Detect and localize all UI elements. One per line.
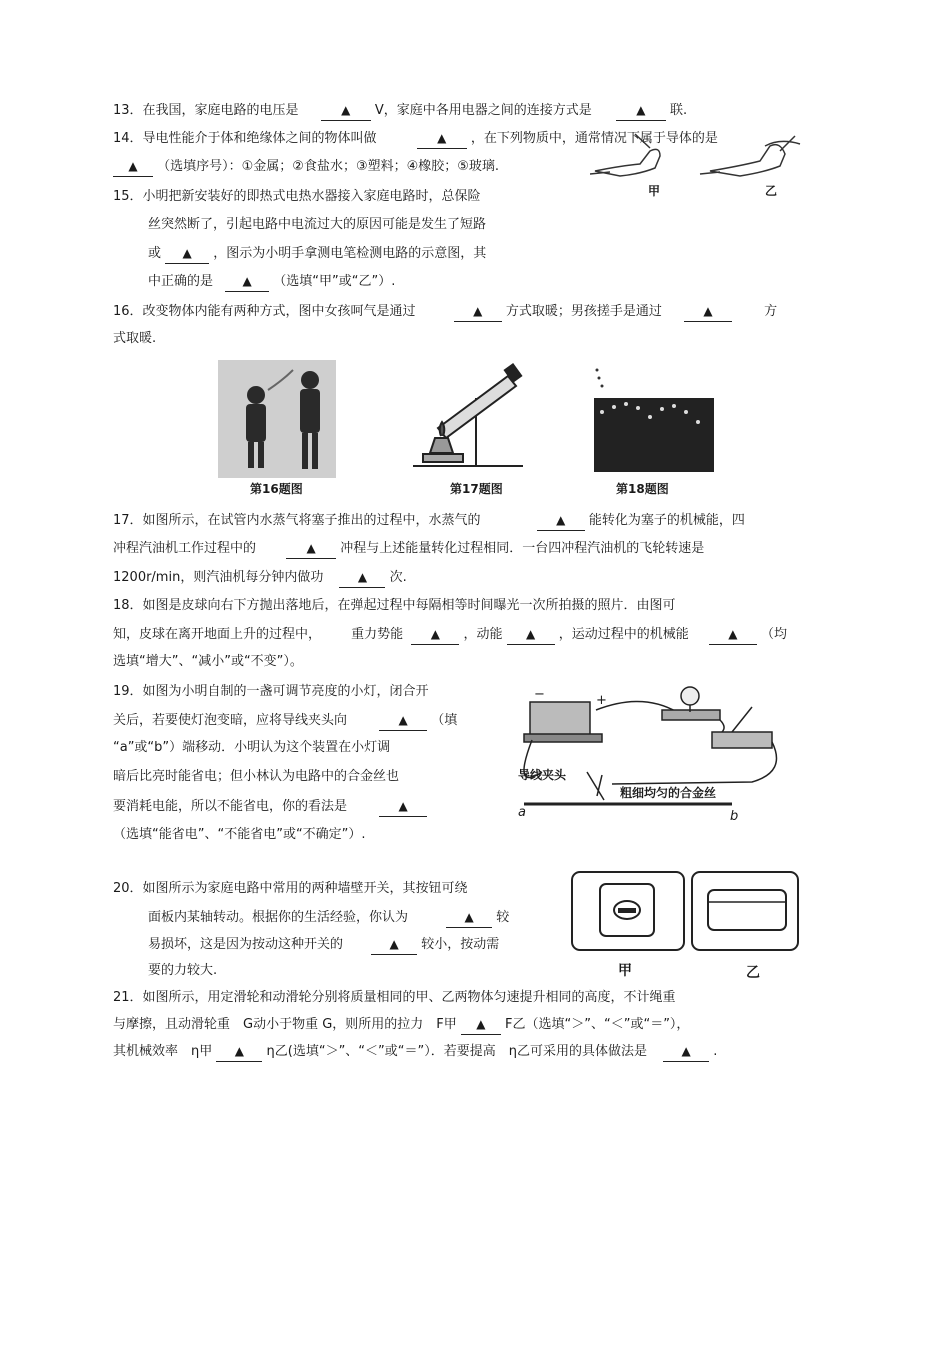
q18-text-d: ，动能 (463, 627, 503, 642)
q18-text-f: （均 (761, 627, 788, 642)
answer-blank[interactable]: ▲ (684, 302, 732, 322)
figure-17-test-tube (408, 358, 528, 472)
q17-text-f: 次. (389, 570, 407, 585)
q18-text-c: 重力势能 (351, 627, 404, 642)
q21-text-e: . (713, 1044, 718, 1059)
q16-text-a: 16．改变物体内能有两种方式，图中女孩呵气是通过 (113, 304, 416, 319)
battery-minus-label: − (534, 687, 545, 702)
q17-text-a: 17．如图所示，在试管内水蒸气将塞子推出的过程中，水蒸气的 (113, 513, 481, 528)
answer-blank[interactable]: ▲ (454, 302, 502, 322)
q20-line-1: 20．如图所示为家庭电路中常用的两种墙壁开关，其按钮可绕 (113, 881, 468, 896)
q20-text-c: 易损坏，这是因为按动这种开关的 (148, 937, 344, 952)
q13-text-b: V，家庭中各用电器之间的连接方式是 (374, 103, 592, 118)
q20-text-d: 较小，按动需 (421, 937, 500, 952)
q15-line-4 (148, 272, 395, 292)
q20-line-4: 要的力较大. (148, 963, 218, 978)
q19-line-6: （选填“能省电”、“不能省电”或“不确定”）. (113, 827, 366, 842)
q15-text-a: 或 (148, 246, 162, 261)
answer-blank[interactable]: ▲ (411, 625, 459, 645)
q15-text-d: （选填“甲”或“乙”）. (273, 274, 396, 289)
q16-line-1 (113, 302, 777, 322)
q17-text-d: 冲程与上述能量转化过程相同．一台四冲程汽油机的飞轮转速是 (340, 541, 705, 556)
switch-label-jia: 甲 (618, 963, 632, 979)
q21-text-d: η乙(选填“＞”、“＜”或“＝”）．若要提高 η乙可采用的具体做法是 (266, 1044, 647, 1059)
answer-blank[interactable]: ▲ (165, 244, 209, 264)
answer-blank[interactable]: ▲ (537, 511, 585, 531)
q19-text-a: 关后，若要使灯泡变暗，应将导线夹头向 (113, 713, 348, 728)
end-a-label: a (518, 805, 526, 820)
q16-text-b: 方式取暖；男孩搓手是通过 (505, 304, 662, 319)
q16-text-c: 方 (764, 304, 778, 319)
switch-label-yi: 乙 (746, 965, 760, 981)
clip-label: 导线夹头 (518, 768, 567, 782)
figure-16-kids (218, 360, 336, 478)
q18-line-1: 18．如图是皮球向右下方抛出落地后，在弹起过程中每隔相等时间曝光一次所拍摄的照片．由图可 (113, 598, 676, 613)
answer-blank[interactable]: ▲ (225, 272, 269, 292)
q14-text-a: 14．导电性能介于体和绝缘体之间的物体叫做 (113, 131, 377, 146)
q15-text-c: 中正确的是 (148, 274, 214, 289)
answer-blank[interactable]: ▲ (379, 711, 427, 731)
q15-line-2: 丝突然断了，引起电路中电流过大的原因可能是发生了短路 (148, 217, 487, 232)
q20-line-3 (148, 935, 499, 955)
answer-blank[interactable]: ▲ (339, 568, 385, 588)
answer-blank[interactable]: ▲ (507, 625, 555, 645)
end-b-label: b (730, 809, 739, 824)
q13-line (113, 101, 687, 121)
q15-text-b: ，图示为小明手拿测电笔检测电路的示意图，其 (213, 246, 487, 261)
q14-text-c: （选填序号）：①金属；②食盐水；③塑料；④橡胶；⑤玻璃. (157, 159, 500, 174)
q17-text-c: 冲程汽油机工作过程中的 (113, 541, 257, 556)
q20-text-a: 面板内某轴转动。根据你的生活经验，你认为 (148, 910, 409, 925)
figure-16-caption: 第16题图 (250, 482, 303, 496)
q20-text-b: 较 (496, 910, 510, 925)
answer-blank[interactable]: ▲ (286, 539, 336, 559)
q21-text-c: 其机械效率 η甲 (113, 1044, 213, 1059)
figure-18-caption: 第18题图 (616, 482, 669, 496)
q19-line-2 (113, 711, 457, 731)
figure-label-yi: 乙 (765, 184, 778, 198)
q19-line-4: 暗后比亮时能省电；但小林认为电路中的合金丝也 (113, 769, 400, 784)
answer-blank[interactable]: ▲ (417, 129, 467, 149)
q19-text-c: 要消耗电能，所以不能省电，你的看法是 (113, 799, 348, 814)
figure-18-bouncing-ball (592, 362, 714, 472)
q17-line-3 (113, 568, 407, 588)
q21-text-b: F乙（选填“＞”、“＜”或“＝”）， (505, 1017, 690, 1032)
q21-text-a: 与摩擦，且动滑轮重 G动小于物重 G，则所用的拉力 F甲 (113, 1017, 457, 1032)
q21-line-1: 21．如图所示，用定滑轮和动滑轮分别将质量相同的甲、乙两物体匀速提升相同的高度，不计绳重 (113, 990, 676, 1005)
q18-line-3: 选填“增大”、“减小”或“不变”）。 (113, 654, 303, 669)
q18-line-2 (113, 625, 787, 645)
answer-blank[interactable]: ▲ (113, 157, 153, 177)
q17-line-1 (113, 511, 745, 531)
answer-blank[interactable]: ▲ (379, 797, 427, 817)
answer-blank[interactable]: ▲ (446, 908, 492, 928)
q17-text-e: 1200r/min，则汽油机每分钟内做功 (113, 570, 324, 585)
answer-blank[interactable]: ▲ (216, 1042, 262, 1062)
battery-plus-label: + (596, 693, 607, 708)
q21-line-2 (113, 1015, 689, 1035)
alloy-wire-label: 粗细均匀的合金丝 (620, 786, 717, 800)
q16-line-2: 式取暖. (113, 331, 157, 346)
q18-text-b: 知，皮球在离开地面上升的过程中， (113, 627, 322, 642)
answer-blank[interactable]: ▲ (321, 101, 371, 121)
q13-text-c: 联. (670, 103, 688, 118)
q18-text-e: ，运动过程中的机械能 (558, 627, 689, 642)
q19-line-5 (113, 797, 427, 817)
wall-switch-figure (570, 870, 800, 980)
q15-line-3 (148, 244, 486, 264)
answer-blank[interactable]: ▲ (461, 1015, 501, 1035)
test-pen-figure (590, 126, 810, 206)
q17-line-2 (113, 539, 704, 559)
q17-text-b: 能转化为塞子的机械能，四 (588, 513, 745, 528)
adjustable-lamp-circuit (512, 672, 792, 824)
q20-line-2 (148, 908, 509, 928)
q19-text-b: （填 (431, 713, 458, 728)
q19-line-3: “a”或“b”）端移动．小明认为这个装置在小灯调 (113, 740, 391, 755)
q21-line-3 (113, 1042, 717, 1062)
answer-blank[interactable]: ▲ (709, 625, 757, 645)
figure-17-caption: 第17题图 (450, 482, 503, 496)
q19-line-1: 19．如图为小明自制的一盏可调节亮度的小灯，闭合开 (113, 684, 429, 699)
q14-line-2 (113, 157, 499, 177)
figure-label-jia: 甲 (648, 184, 661, 198)
answer-blank[interactable]: ▲ (663, 1042, 709, 1062)
q14-text-b: ，在下列物质中，通常情况下属于导体的是 (470, 131, 718, 146)
q13-text-a: 13．在我国，家庭电路的电压是 (113, 103, 299, 118)
answer-blank[interactable]: ▲ (371, 935, 417, 955)
q15-line-1: 15．小明把新安装好的即热式电热水器接入家庭电路时，总保险 (113, 189, 481, 204)
answer-blank[interactable]: ▲ (616, 101, 666, 121)
